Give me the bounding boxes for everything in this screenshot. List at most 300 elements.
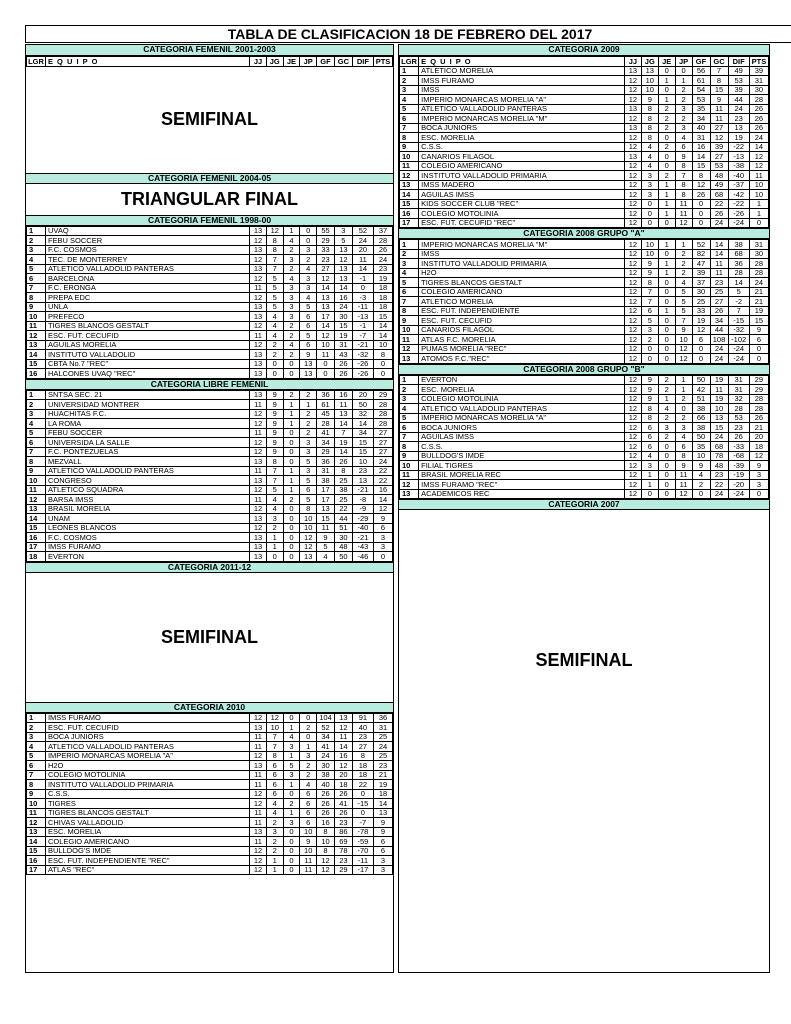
stat-cell: -37 bbox=[728, 180, 749, 190]
team-cell: IMSS bbox=[419, 85, 625, 95]
stat-cell: 8 bbox=[266, 236, 283, 246]
table-row bbox=[400, 240, 769, 250]
stat-cell: 16 bbox=[317, 818, 335, 828]
stat-cell: 0 bbox=[675, 404, 692, 414]
position-cell: 18 bbox=[27, 552, 46, 562]
team-cell: IMPERIO MONARCAS MORELIA "A" bbox=[419, 95, 625, 105]
stat-cell: 14 bbox=[373, 331, 392, 341]
stat-cell: 14 bbox=[334, 419, 352, 429]
stat-cell: 28 bbox=[317, 419, 335, 429]
stat-cell: 26 bbox=[373, 245, 392, 255]
stat-cell: 12 bbox=[675, 218, 692, 228]
stat-cell: 14 bbox=[317, 283, 335, 293]
stat-cell: 10 bbox=[749, 180, 768, 190]
stat-cell: 0 bbox=[641, 344, 658, 354]
stat-cell: 2 bbox=[641, 335, 658, 345]
table-row bbox=[27, 485, 393, 495]
stat-cell: 1 bbox=[283, 226, 300, 236]
stat-cell: 0 bbox=[283, 514, 300, 524]
stat-cell: 14 bbox=[373, 321, 392, 331]
stat-cell: 3 bbox=[658, 423, 675, 433]
team-cell: ESC. MORELIA bbox=[45, 827, 249, 837]
stat-cell: 7 bbox=[641, 287, 658, 297]
stat-cell: 12 bbox=[625, 354, 642, 364]
stat-cell: 4 bbox=[641, 451, 658, 461]
team-cell: ATLETICO VALLADOLID PANTERAS bbox=[419, 404, 625, 414]
position-cell: 10 bbox=[27, 312, 46, 322]
stat-cell: 19 bbox=[749, 306, 768, 316]
stat-cell: 7 bbox=[334, 428, 352, 438]
team-cell: TIGRES bbox=[45, 799, 249, 809]
stat-cell: 0 bbox=[658, 354, 675, 364]
stat-cell: 18 bbox=[373, 293, 392, 303]
position-cell: 3 bbox=[27, 245, 46, 255]
stat-cell: 13 bbox=[250, 827, 267, 837]
stat-cell: 5 bbox=[300, 457, 317, 467]
stat-cell: -8 bbox=[352, 495, 373, 505]
stat-cell: 11 bbox=[250, 742, 267, 752]
stat-cell: 24 bbox=[710, 344, 728, 354]
stat-cell: 0 bbox=[283, 457, 300, 467]
table-row bbox=[27, 390, 393, 400]
stat-cell: 12 bbox=[625, 76, 642, 86]
stat-cell: 8 bbox=[675, 190, 692, 200]
team-cell: TEC. DE MONTERREY bbox=[45, 255, 249, 265]
stat-cell: 12 bbox=[250, 799, 267, 809]
stat-cell: 9 bbox=[675, 461, 692, 471]
stat-cell: 4 bbox=[266, 312, 283, 322]
position-cell: 5 bbox=[400, 278, 419, 288]
stat-cell: 23 bbox=[710, 278, 728, 288]
position-cell: 7 bbox=[400, 123, 419, 133]
position-cell: 16 bbox=[400, 209, 419, 219]
stat-cell: 4 bbox=[675, 133, 692, 143]
position-cell: 5 bbox=[27, 751, 46, 761]
stat-cell: 0 bbox=[300, 236, 317, 246]
position-cell: 5 bbox=[27, 428, 46, 438]
stat-cell: 91 bbox=[352, 713, 373, 723]
position-cell: 12 bbox=[400, 344, 419, 354]
stat-cell: 41 bbox=[334, 799, 352, 809]
table-row bbox=[400, 316, 769, 326]
stat-cell: 1 bbox=[300, 400, 317, 410]
stat-cell: 15 bbox=[710, 423, 728, 433]
stat-cell: 26 bbox=[334, 789, 352, 799]
table-row bbox=[400, 385, 769, 395]
team-cell: PREFECO bbox=[45, 312, 249, 322]
table-row bbox=[27, 274, 393, 284]
team-cell: ACADEMICOS REC bbox=[419, 489, 625, 499]
stat-cell: 5 bbox=[266, 293, 283, 303]
section-title-2008a: CATEGORIA 2008 GRUPO "A" bbox=[399, 228, 769, 239]
stat-cell: 1 bbox=[266, 533, 283, 543]
stat-cell: 2 bbox=[300, 409, 317, 419]
stat-cell: 0 bbox=[283, 447, 300, 457]
position-cell: 8 bbox=[400, 133, 419, 143]
stat-cell: -21 bbox=[352, 533, 373, 543]
stat-cell: 9 bbox=[641, 259, 658, 269]
position-cell: 6 bbox=[400, 423, 419, 433]
team-cell: UNIVERSIDAD MONTRER bbox=[45, 400, 249, 410]
stat-cell: 53 bbox=[728, 413, 749, 423]
stat-cell: -15 bbox=[352, 799, 373, 809]
stat-cell: 0 bbox=[352, 808, 373, 818]
stat-cell: -43 bbox=[352, 542, 373, 552]
table-row bbox=[27, 799, 393, 809]
table-row bbox=[27, 293, 393, 303]
stat-cell: 1 bbox=[641, 480, 658, 490]
stat-cell: 13 bbox=[317, 302, 335, 312]
table-libre-femenil bbox=[26, 390, 393, 562]
stat-cell: 22 bbox=[334, 504, 352, 514]
table-row bbox=[400, 76, 769, 86]
table-2009 bbox=[399, 56, 769, 228]
stat-cell: 24 bbox=[710, 489, 728, 499]
table-row bbox=[400, 209, 769, 219]
stat-cell: 1 bbox=[283, 419, 300, 429]
stat-cell: 1 bbox=[283, 476, 300, 486]
stat-cell: 9 bbox=[641, 95, 658, 105]
stat-cell: 29 bbox=[317, 447, 335, 457]
stat-cell: 15 bbox=[710, 85, 728, 95]
stat-cell: 12 bbox=[625, 432, 642, 442]
stat-cell: 21 bbox=[373, 770, 392, 780]
stat-cell: 15 bbox=[317, 514, 335, 524]
stat-cell: 24 bbox=[334, 302, 352, 312]
stat-cell: 11 bbox=[250, 818, 267, 828]
table-row bbox=[400, 218, 769, 228]
stat-cell: 68 bbox=[710, 190, 728, 200]
stat-cell: 11 bbox=[710, 385, 728, 395]
stat-cell: 13 bbox=[625, 104, 642, 114]
table-row bbox=[400, 199, 769, 209]
stat-cell: 7 bbox=[641, 297, 658, 307]
stat-cell: 12 bbox=[625, 413, 642, 423]
stat-cell: 11 bbox=[250, 428, 267, 438]
left-column bbox=[25, 44, 394, 973]
stat-cell: 6 bbox=[266, 789, 283, 799]
stat-cell: 24 bbox=[710, 218, 728, 228]
stat-cell: 24 bbox=[373, 742, 392, 752]
stat-cell: 12 bbox=[250, 274, 267, 284]
stat-cell: 17 bbox=[317, 495, 335, 505]
stat-cell: 31 bbox=[728, 375, 749, 385]
stat-cell: 8 bbox=[641, 278, 658, 288]
stat-cell: 12 bbox=[250, 438, 267, 448]
stat-cell: 3 bbox=[266, 827, 283, 837]
position-cell: 9 bbox=[400, 451, 419, 461]
stat-cell: 23 bbox=[728, 423, 749, 433]
stat-cell: 2 bbox=[266, 837, 283, 847]
stat-cell: 0 bbox=[266, 359, 283, 369]
stat-cell: 8 bbox=[641, 404, 658, 414]
table-row bbox=[400, 489, 769, 499]
stat-cell: 2 bbox=[283, 321, 300, 331]
stat-cell: 12 bbox=[675, 489, 692, 499]
stat-cell: 7 bbox=[266, 466, 283, 476]
stat-cell: 0 bbox=[317, 359, 335, 369]
stat-cell: 0 bbox=[658, 249, 675, 259]
stat-cell: 11 bbox=[317, 523, 335, 533]
stat-cell: 29 bbox=[317, 236, 335, 246]
team-cell: BOCA JUNIORS bbox=[45, 732, 249, 742]
stat-cell: 4 bbox=[641, 142, 658, 152]
stat-cell: 9 bbox=[300, 350, 317, 360]
table-2008a bbox=[399, 239, 769, 364]
stat-cell: 13 bbox=[250, 226, 267, 236]
stat-cell: 0 bbox=[692, 218, 710, 228]
page-title: TABLA DE CLASIFICACION 18 DE FEBRERO DEL 2017 bbox=[25, 25, 791, 43]
position-cell: 10 bbox=[27, 476, 46, 486]
stat-cell: 2 bbox=[300, 255, 317, 265]
position-cell: 13 bbox=[400, 180, 419, 190]
stat-cell: 14 bbox=[334, 283, 352, 293]
stat-cell: 0 bbox=[283, 533, 300, 543]
stat-cell: 2 bbox=[266, 340, 283, 350]
stat-cell: 36 bbox=[373, 713, 392, 723]
stat-cell: 4 bbox=[283, 340, 300, 350]
stat-cell: 3 bbox=[283, 302, 300, 312]
position-cell: 10 bbox=[400, 461, 419, 471]
table-row bbox=[400, 85, 769, 95]
column-header: DIF bbox=[352, 57, 373, 67]
stat-cell: 0 bbox=[692, 354, 710, 364]
position-cell: 15 bbox=[27, 846, 46, 856]
stat-cell: 11 bbox=[675, 199, 692, 209]
stat-cell: 1 bbox=[283, 780, 300, 790]
stat-cell: 2 bbox=[675, 249, 692, 259]
table-row bbox=[400, 152, 769, 162]
stat-cell: 2 bbox=[658, 104, 675, 114]
team-cell: BARCELONA bbox=[45, 274, 249, 284]
stat-cell: 5 bbox=[266, 302, 283, 312]
stat-cell: 3 bbox=[373, 856, 392, 866]
stat-cell: 11 bbox=[710, 114, 728, 124]
stat-cell: 11 bbox=[250, 466, 267, 476]
stat-cell: -70 bbox=[352, 846, 373, 856]
stat-cell: 24 bbox=[728, 104, 749, 114]
team-cell: C.S.S. bbox=[419, 442, 625, 452]
stat-cell: 38 bbox=[334, 485, 352, 495]
stat-cell: 28 bbox=[728, 268, 749, 278]
section-title-libre-femenil: CATEGORIA LIBRE FEMENIL bbox=[26, 379, 393, 390]
table-row bbox=[27, 789, 393, 799]
stat-cell: 26 bbox=[710, 209, 728, 219]
team-cell: LA ROMA bbox=[45, 419, 249, 429]
stat-cell: 12 bbox=[625, 142, 642, 152]
stat-cell: 19 bbox=[710, 375, 728, 385]
stat-cell: 11 bbox=[300, 856, 317, 866]
table-row bbox=[27, 827, 393, 837]
table-row bbox=[27, 350, 393, 360]
stat-cell: 9 bbox=[749, 325, 768, 335]
position-cell: 1 bbox=[27, 390, 46, 400]
table-row bbox=[400, 335, 769, 345]
team-cell: IMPERIO MONARCAS MORELIA "A" bbox=[45, 751, 249, 761]
stat-cell: -24 bbox=[728, 344, 749, 354]
stat-cell: 12 bbox=[317, 865, 335, 875]
position-cell: 1 bbox=[400, 240, 419, 250]
stat-cell: -40 bbox=[352, 523, 373, 533]
table-row bbox=[27, 504, 393, 514]
stat-cell: 1 bbox=[266, 542, 283, 552]
team-cell: COLEGIO AMERICANO bbox=[419, 287, 625, 297]
position-cell: 13 bbox=[400, 354, 419, 364]
column-header: JP bbox=[675, 57, 692, 67]
stat-cell: 12 bbox=[625, 375, 642, 385]
stat-cell: 12 bbox=[749, 161, 768, 171]
stat-cell: 0 bbox=[317, 369, 335, 379]
position-cell: 4 bbox=[400, 95, 419, 105]
team-cell: IMSS FURAMO bbox=[419, 76, 625, 86]
stat-cell: 3 bbox=[675, 423, 692, 433]
stat-cell: 12 bbox=[250, 293, 267, 303]
table-row bbox=[27, 312, 393, 322]
stat-cell: 0 bbox=[749, 218, 768, 228]
stat-cell: 2 bbox=[658, 385, 675, 395]
stat-cell: 32 bbox=[352, 409, 373, 419]
stat-cell: 8 bbox=[641, 104, 658, 114]
stat-cell: 12 bbox=[625, 199, 642, 209]
position-cell: 6 bbox=[400, 287, 419, 297]
table-row bbox=[400, 375, 769, 385]
stat-cell: 12 bbox=[749, 451, 768, 461]
position-cell: 14 bbox=[27, 837, 46, 847]
stat-cell: 21 bbox=[749, 297, 768, 307]
stat-cell: 4 bbox=[266, 799, 283, 809]
team-cell: C.S.S. bbox=[45, 789, 249, 799]
table-row bbox=[27, 447, 393, 457]
stat-cell: 12 bbox=[250, 846, 267, 856]
stat-cell: 0 bbox=[283, 438, 300, 448]
stat-cell: 49 bbox=[710, 180, 728, 190]
stat-cell: 12 bbox=[625, 95, 642, 105]
table-row bbox=[400, 133, 769, 143]
stat-cell: 36 bbox=[317, 457, 335, 467]
stat-cell: 19 bbox=[710, 394, 728, 404]
stat-cell: -9 bbox=[352, 504, 373, 514]
stat-cell: 5 bbox=[266, 274, 283, 284]
stat-cell: 40 bbox=[317, 780, 335, 790]
position-cell: 13 bbox=[27, 340, 46, 350]
stat-cell: 11 bbox=[300, 865, 317, 875]
stat-cell: 44 bbox=[710, 325, 728, 335]
stat-cell: 6 bbox=[300, 321, 317, 331]
stat-cell: 51 bbox=[334, 523, 352, 533]
stat-cell: 4 bbox=[317, 552, 335, 562]
stat-cell: 2 bbox=[675, 85, 692, 95]
stat-cell: 12 bbox=[250, 856, 267, 866]
table-row bbox=[27, 419, 393, 429]
table-row bbox=[400, 123, 769, 133]
stat-cell: 9 bbox=[373, 827, 392, 837]
team-cell: TIGRES BLANCOS GESTALT bbox=[419, 278, 625, 288]
stat-cell: 11 bbox=[352, 255, 373, 265]
stat-cell: 12 bbox=[710, 133, 728, 143]
stat-cell: 5 bbox=[317, 542, 335, 552]
position-cell: 17 bbox=[27, 542, 46, 552]
stat-cell: 12 bbox=[317, 856, 335, 866]
column-header: LGR bbox=[28, 56, 44, 66]
team-cell: ATLETICO SQUADRA bbox=[45, 485, 249, 495]
table-row bbox=[27, 302, 393, 312]
table-row bbox=[400, 306, 769, 316]
team-cell: CANARIOS FILAGOL bbox=[419, 325, 625, 335]
stat-cell: 2 bbox=[283, 799, 300, 809]
stat-cell: 11 bbox=[710, 259, 728, 269]
table-row bbox=[27, 761, 393, 771]
stat-cell: 27 bbox=[352, 742, 373, 752]
team-cell: F.C. COSMOS bbox=[45, 245, 249, 255]
stat-cell: 16 bbox=[334, 751, 352, 761]
stat-cell: 33 bbox=[317, 245, 335, 255]
stat-cell: 0 bbox=[283, 865, 300, 875]
stat-cell: 12 bbox=[625, 385, 642, 395]
position-cell: 3 bbox=[400, 259, 419, 269]
stat-cell: 0 bbox=[283, 713, 300, 723]
column-header: JE bbox=[658, 57, 675, 67]
stat-cell: 0 bbox=[692, 209, 710, 219]
position-cell: 15 bbox=[27, 523, 46, 533]
stat-cell: 13 bbox=[317, 293, 335, 303]
stat-cell: 26 bbox=[749, 123, 768, 133]
column-header: JE bbox=[283, 57, 300, 67]
stat-cell: 13 bbox=[625, 66, 642, 76]
stat-cell: 28 bbox=[373, 409, 392, 419]
stat-cell: 0 bbox=[658, 218, 675, 228]
position-cell: 1 bbox=[400, 375, 419, 385]
stat-cell: 7 bbox=[266, 742, 283, 752]
team-cell: IMPERIO MONARCAS MORELIA "A" bbox=[419, 413, 625, 423]
stat-cell: 1 bbox=[283, 723, 300, 733]
stat-cell: 12 bbox=[250, 751, 267, 761]
stat-cell: 13 bbox=[250, 476, 267, 486]
stat-cell: 12 bbox=[250, 504, 267, 514]
stat-cell: 3 bbox=[334, 226, 352, 236]
stat-cell: 12 bbox=[625, 423, 642, 433]
team-cell: ESC. FUT. CECUFID bbox=[419, 316, 625, 326]
stat-cell: 39 bbox=[749, 66, 768, 76]
position-cell: 8 bbox=[27, 457, 46, 467]
stat-cell: 1 bbox=[658, 76, 675, 86]
stat-cell: 9 bbox=[641, 385, 658, 395]
table-2010 bbox=[26, 713, 393, 876]
stat-cell: 14 bbox=[710, 240, 728, 250]
stat-cell: 37 bbox=[373, 226, 392, 236]
stat-cell: 19 bbox=[692, 316, 710, 326]
stat-cell: 5 bbox=[334, 236, 352, 246]
stat-cell: 4 bbox=[300, 264, 317, 274]
stat-cell: 39 bbox=[728, 85, 749, 95]
stat-cell: 18 bbox=[352, 761, 373, 771]
team-cell: BRASIL MORELIA REC bbox=[419, 470, 625, 480]
stat-cell: -19 bbox=[728, 470, 749, 480]
stat-cell: 2 bbox=[675, 114, 692, 124]
team-cell: COLEGIO MOTOLINIA bbox=[419, 209, 625, 219]
table-row bbox=[400, 432, 769, 442]
stat-cell: 3 bbox=[283, 255, 300, 265]
stat-cell: 34 bbox=[710, 316, 728, 326]
status-femenil-2001: SEMIFINAL bbox=[161, 109, 258, 129]
stat-cell: 12 bbox=[250, 419, 267, 429]
position-cell: 3 bbox=[27, 732, 46, 742]
position-cell: 16 bbox=[27, 533, 46, 543]
column-header: E Q U I P O bbox=[45, 57, 249, 67]
table-row bbox=[27, 533, 393, 543]
stat-cell: 8 bbox=[641, 123, 658, 133]
team-cell: ATOMOS F.C."REC" bbox=[419, 354, 625, 364]
stat-cell: 8 bbox=[317, 827, 335, 837]
